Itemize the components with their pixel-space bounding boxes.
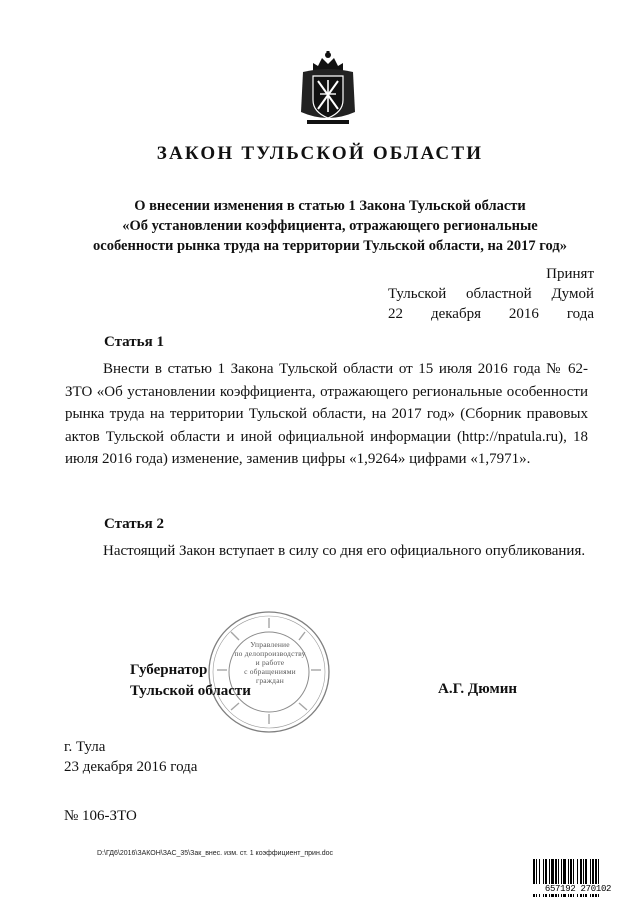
seal-line: Управление [250, 640, 290, 649]
city: г. Тула [64, 739, 106, 755]
coat-of-arms-emblem [297, 50, 359, 128]
signatory-name: А.Г. Дюмин [438, 681, 518, 697]
signing-date: 23 декабря 2016 года [64, 759, 198, 775]
adoption-block [388, 264, 594, 324]
law-number: № 106-ЗТО [64, 808, 137, 824]
subject-line-1: О внесении изменения в статью 1 Закона Тульской области [134, 198, 526, 214]
adoption-line-1: Принят [546, 266, 594, 282]
adoption-word: Думой [551, 286, 594, 302]
law-title: ЗАКОН ТУЛЬСКОЙ ОБЛАСТИ [156, 143, 484, 164]
adoption-word: 22 [388, 306, 403, 322]
signatory-title-line-1: Губернатор [130, 662, 208, 678]
adoption-word: Тульской [388, 286, 447, 302]
place-and-date [64, 737, 197, 777]
adoption-line-2 [388, 284, 594, 304]
seal-line: по делопроизводству [234, 649, 306, 658]
adoption-word: областной [466, 286, 532, 302]
seal-line: с обращениями [244, 667, 296, 676]
article-2-text: Настоящий Закон вступает в силу со дня его официального опубликования. [103, 543, 586, 559]
file-path: D:\ГД6\2016\ЗАКОН\ЗАС_35\Зак_внес. изм. ст. 1 коэффициент_прин.doc [97, 850, 334, 857]
adoption-word: декабря [430, 306, 481, 322]
article-1-body [65, 358, 588, 471]
adoption-word: 2016 [508, 306, 539, 322]
subject-line-2: «Об установлении коэффициента, отражающего региональные [122, 218, 538, 234]
article-1-heading: Статья 1 [104, 334, 164, 350]
seal-line: и работе [255, 658, 285, 667]
subject-line-3: особенности рынка труда на территории Тульской области, на 2017 год» [93, 238, 567, 254]
article-2-heading: Статья 2 [104, 516, 164, 532]
article-2-body [65, 540, 588, 563]
adoption-line-3 [388, 304, 594, 324]
article-1-text: Внести в статью 1 Закона Тульской области от 15 июля 2016 года № 62-ЗТО «Об установлении коэффициента, отражающего региональные особенности рынка труда на территории Тульской области, на 2017 год» (Сборник правовых актов Тульской области и иной официальной информации (http://npatula.ru), 18 июля 2016 года) изменение, заменив цифры «1,9264» цифрами «1,7971». [65, 361, 588, 467]
barcode-number: 657192 270102 [532, 884, 624, 894]
adoption-word: года [566, 306, 594, 322]
signatory-title [130, 660, 251, 702]
law-subject [60, 196, 600, 256]
seal-line: граждан [256, 676, 284, 685]
signatory-title-line-2: Тульской области [130, 683, 251, 699]
